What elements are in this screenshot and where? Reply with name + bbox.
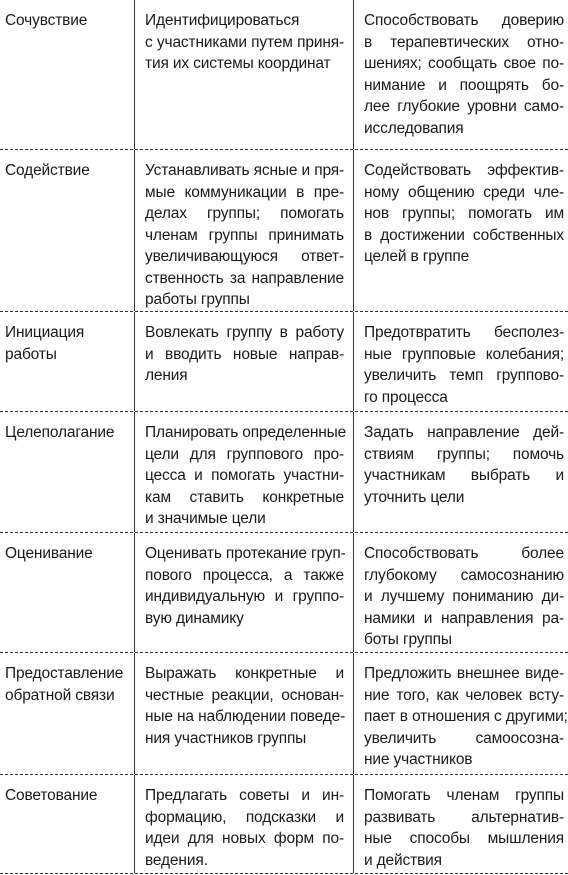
cell-text-line: ления xyxy=(145,367,188,384)
cell-text-line: ние того, как человек всту- xyxy=(364,686,564,704)
cell-text-line: Содействовать эффектив- xyxy=(364,162,564,179)
purpose-cell xyxy=(354,412,568,532)
cell-text-line: формацию, подсказки и xyxy=(145,808,344,826)
cell-text-line: работы xyxy=(5,345,57,363)
cell-text-line: Советование xyxy=(5,787,98,804)
cell-text-line: вую динамику xyxy=(145,609,244,627)
purpose-cell xyxy=(354,775,568,873)
cell-text-line: Способствовать доверию xyxy=(364,12,564,29)
cell-text-line: нимание и поощрять бо- xyxy=(364,76,564,94)
table-row xyxy=(0,653,568,775)
description-cell xyxy=(135,533,354,652)
cell-text-line: глубокому самосознанию xyxy=(364,566,564,584)
cell-text-line: Оценивание xyxy=(5,545,93,562)
purpose-cell xyxy=(354,150,568,311)
cell-text-line: Инициация xyxy=(5,324,85,341)
cell-text-line: в терапевтических отно- xyxy=(364,33,564,51)
cell-text-line: кам ставить конкретные xyxy=(145,488,344,506)
description-cell xyxy=(135,312,354,411)
cell-text-line: развивать альтернатив- xyxy=(364,808,564,826)
cell-text-line: и лучшему пониманию ди- xyxy=(364,588,564,605)
cell-text-line: ведения. xyxy=(145,851,208,869)
cell-text-line: Задать направление дей- xyxy=(364,424,564,441)
cell-text-line: ному общению среди чле- xyxy=(364,183,564,201)
cell-text-line: Оценивать протекание груп- xyxy=(145,545,346,562)
cell-text-line: цесса и помогать участни- xyxy=(145,467,344,484)
table-row xyxy=(0,0,568,150)
cell-text-line: Способствовать более xyxy=(364,545,564,562)
cell-text-line: обратной связи xyxy=(5,686,115,704)
description-cell xyxy=(135,775,354,873)
cell-text-line: Устанавливать ясные и пря- xyxy=(145,162,344,179)
purpose-cell xyxy=(354,312,568,411)
function-cell xyxy=(0,653,135,774)
table-row xyxy=(0,412,568,533)
cell-text-line: Выражать конкретные и xyxy=(145,665,344,682)
cell-text-line: пового процесса, а также xyxy=(145,566,344,584)
cell-text-line: Предлагать советы и ин- xyxy=(145,787,344,804)
cell-text-line: нов группы; помогать им xyxy=(364,205,564,222)
cell-text-line: в достижении собственных xyxy=(364,226,564,244)
cell-text-line: делах группы; помогать xyxy=(145,205,344,222)
cell-text-line: работы группы xyxy=(145,291,250,308)
cell-text-line: Помогать членам группы xyxy=(364,787,564,804)
cell-text-line: цели для группового про- xyxy=(145,445,344,463)
description-cell xyxy=(135,653,354,774)
cell-text-line: Содействие xyxy=(5,162,90,179)
cell-text-line: Целеполагание xyxy=(5,424,115,441)
cell-text-line: увеличить темп группово- xyxy=(364,367,564,384)
function-cell xyxy=(0,533,135,652)
cell-text-line: честные реакции, основан- xyxy=(145,686,344,704)
cell-text-line: мые коммуникации в пре- xyxy=(145,183,344,201)
function-cell xyxy=(0,150,135,311)
cell-text-line: ния участников группы xyxy=(145,729,307,747)
cell-text-line: тия их системы координат xyxy=(145,55,331,72)
cell-text-line: Предоставление xyxy=(5,665,124,682)
table-row xyxy=(0,150,568,312)
purpose-cell xyxy=(354,653,568,774)
cell-text-line: ственность за направление xyxy=(145,269,344,287)
cell-text-line: идеи для новых форм по- xyxy=(145,830,344,847)
cell-text-line: Вовлекать группу в работу xyxy=(145,324,344,341)
description-cell xyxy=(135,150,354,311)
cell-text-line: Планировать определенные xyxy=(145,424,347,441)
cell-text-line: боты группы xyxy=(364,631,452,648)
function-cell xyxy=(0,0,135,149)
cell-text-line: пает в отношения с другими; xyxy=(364,708,568,725)
cell-text-line: и действия xyxy=(364,851,442,869)
cell-text-line: и вводить новые направ- xyxy=(145,345,344,363)
cell-text-line: целей в группе xyxy=(364,248,470,265)
cell-text-line: увеличивающуюся ответ- xyxy=(145,248,344,265)
purpose-cell xyxy=(354,533,568,652)
cell-text-line: исследовапия xyxy=(364,119,464,137)
cell-text-line: участникам выбрать и xyxy=(364,467,564,484)
cell-text-line: го процесса xyxy=(364,388,448,406)
cell-text-line: увеличить самоосозна- xyxy=(364,729,564,747)
table-row xyxy=(0,533,568,653)
cell-text-line: уточнить цели xyxy=(364,488,465,506)
function-cell xyxy=(0,312,135,411)
cell-text-line: Идентифицироваться xyxy=(145,12,300,29)
cell-text-line: членам группы принимать xyxy=(145,226,344,244)
cell-text-line: Сочувствие xyxy=(5,12,88,29)
description-cell xyxy=(135,412,354,532)
cell-text-line: ние участников xyxy=(364,751,473,768)
cell-text-line: Предотвратить бесполез- xyxy=(364,324,564,341)
cell-text-line: Предложить внешнее виде- xyxy=(364,665,564,682)
cell-text-line: шениях; сообщать свое по- xyxy=(364,55,564,72)
cell-text-line: с участниками путем приня- xyxy=(145,33,344,51)
cell-text-line: ные групповые колебания; xyxy=(364,345,564,363)
cell-text-line: намики и направления ра- xyxy=(364,609,564,627)
cell-text-line: и значимые цели xyxy=(145,510,266,527)
function-cell xyxy=(0,412,135,532)
cell-text-line: ные способы мышления xyxy=(364,830,564,847)
description-cell xyxy=(135,0,354,149)
cell-text-line: ствиям группы; помочь xyxy=(364,445,564,463)
table-row xyxy=(0,775,568,874)
purpose-cell xyxy=(354,0,568,149)
function-cell xyxy=(0,775,135,873)
cell-text-line: индивидуальную и группо- xyxy=(145,588,344,605)
cell-text-line: ные на наблюдении поведе- xyxy=(145,708,346,725)
cell-text-line: лее глубокие уровни само- xyxy=(364,98,564,115)
table-row xyxy=(0,312,568,412)
